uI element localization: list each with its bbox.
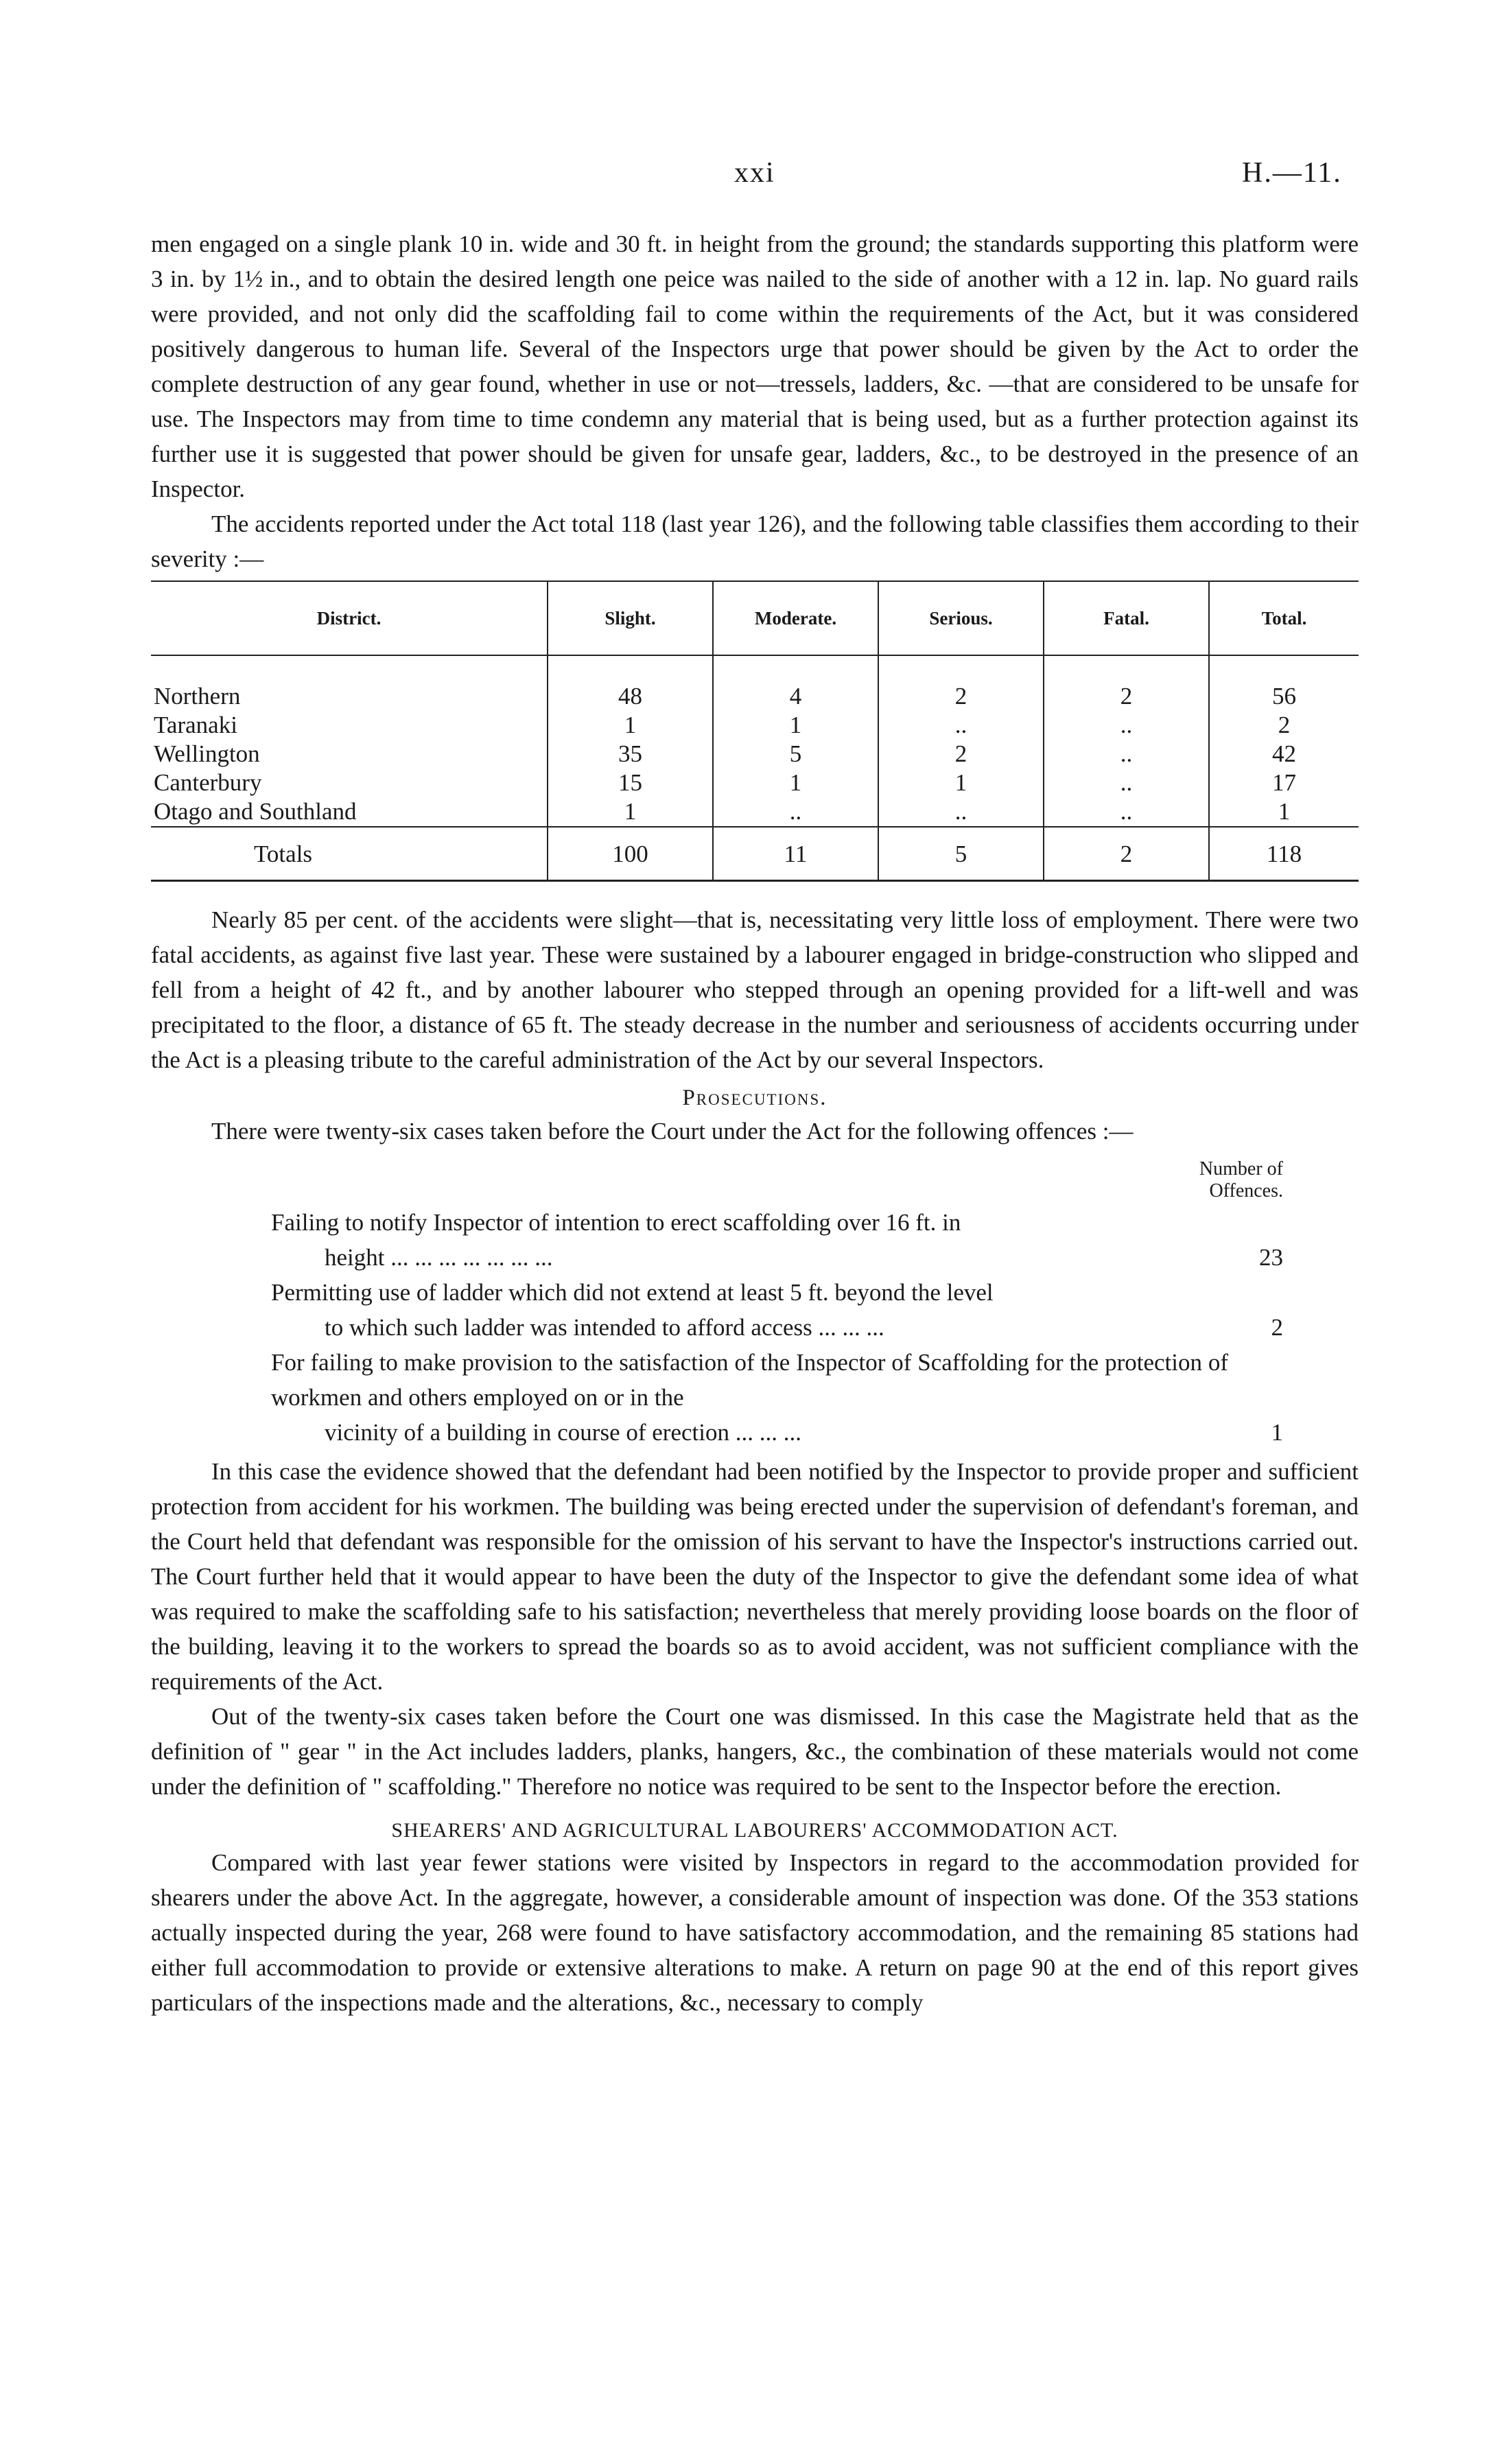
col-slight: Slight. <box>548 581 713 655</box>
cell: 2 <box>878 682 1044 711</box>
cell: 1 <box>878 768 1044 797</box>
heading-shearers-act: SHEARERS' AND AGRICULTURAL LABOURERS' ACCOMMODATION ACT. <box>391 1819 1118 1842</box>
cell: 4 <box>713 682 878 711</box>
paragraph-accidents-intro: The accidents reported under the Act total 118 (last year 126), and the following table classifies them according to their severity :— <box>151 511 1359 572</box>
offence-text-cont: to which such ladder was intended to afford access ... ... ... <box>325 1314 884 1341</box>
cell: 1 <box>713 711 878 740</box>
cell: 5 <box>878 829 1044 881</box>
offence-count: 23 <box>1259 1244 1283 1271</box>
paragraph-scaffolding: men engaged on a single plank 10 in. wide and 30 ft. in height from the ground; the standards supporting this platform were 3 in. by 1½ in., and to obtain the desired length one peice was nailed to the side of another with a 12 in. lap. No guard rails were provided, and not only did the scaffolding fail to come within the requirements of the Act, but it was considered positively dangerous to human life. Several of the Inspectors urge that power should be given by the Act to order the complete destruction of any gear found, whether in use or not—tressels, ladders, &c. —that are considered to be unsafe for use. The Inspectors may from time to time condemn any material that is being used, but as a further protection against its further use it is suggested that power should be given for unsafe gear, ladders, &c., to be destroyed in the presence of an Inspector. <box>151 231 1359 502</box>
cell: 2 <box>1044 829 1209 881</box>
table-row <box>151 768 1359 797</box>
cell: .. <box>1044 711 1209 740</box>
col-serious: Serious. <box>878 581 1044 655</box>
cell: 1 <box>548 711 713 740</box>
offence-text-cont: height ... ... ... ... ... ... ... <box>325 1244 553 1271</box>
totals-label: Totals <box>151 829 548 881</box>
cell: 118 <box>1266 841 1302 867</box>
cell: 2 <box>1278 712 1291 738</box>
offences-header-line: Number of <box>1199 1158 1283 1180</box>
cell: 48 <box>548 682 713 711</box>
district-cell: Taranaki <box>151 711 548 740</box>
col-moderate: Moderate. <box>713 581 878 655</box>
table-row <box>151 797 1359 827</box>
district-cell: Canterbury <box>151 768 548 797</box>
cell: .. <box>1044 768 1209 797</box>
offence-count: 1 <box>1271 1419 1283 1446</box>
paragraph-shearers: Compared with last year fewer stations were visited by Inspectors in regard to the accommodation provided for shearers under the above Act. In the aggregate, however, a considerable amount of inspection was done. Of the 353 stations actually inspected during the year, 268 were found to have satisfactory accommodation, and the remaining 85 stations had either full accommodation to provide or extensive alterations to make. A return on page 90 at the end of this report gives particulars of the inspections made and the alterations, &c., necessary to comply <box>151 1849 1359 2016</box>
cell: 15 <box>548 768 713 797</box>
district-cell: Wellington <box>151 740 548 768</box>
heading-prosecutions: Prosecutions. <box>682 1086 827 1110</box>
cell: 56 <box>1272 683 1296 709</box>
offence-count: 2 <box>1271 1314 1283 1341</box>
offence-text: For failing to make provision to the satisfaction of the Inspector of Scaffolding for the protection of workmen and others employed on or in the <box>271 1349 1228 1411</box>
cell: 5 <box>713 740 878 768</box>
cell: 1 <box>713 768 878 797</box>
accidents-table <box>151 580 1359 902</box>
district-cell: Northern <box>151 682 548 711</box>
offence-item <box>151 1205 1359 1275</box>
table-header-row <box>151 581 1359 655</box>
table-row <box>151 711 1359 740</box>
col-district: District. <box>151 581 548 655</box>
cell: 100 <box>548 829 713 881</box>
cell: .. <box>713 797 878 827</box>
offence-text-cont: vicinity of a building in course of erection ... ... ... <box>325 1419 801 1446</box>
cell: 2 <box>878 740 1044 768</box>
totals-row <box>151 829 1359 881</box>
paragraph-accident-summary: Nearly 85 per cent. of the accidents were slight—that is, necessitating very little loss of employment. There were two fatal accidents, as against five last year. These were sustained by a labourer engaged in bridge-construction who slipped and fell from a height of 42 ft., and by another labourer who stepped through an opening provided for a lift-well and was precipitated to the floor, a distance of 65 ft. The steady decrease in the number and seriousness of accidents occurring under the Act is a pleasing tribute to the careful administration of the Act by our several Inspectors. <box>151 906 1359 1073</box>
table-row <box>151 682 1359 711</box>
cell: 35 <box>548 740 713 768</box>
cell: 17 <box>1272 769 1296 796</box>
offences-column-header <box>151 1158 1283 1202</box>
cell: 11 <box>713 829 878 881</box>
offence-text: Failing to notify Inspector of intention to erect scaffolding over 16 ft. in <box>271 1209 961 1236</box>
cell: 2 <box>1044 682 1209 711</box>
district-cell: Otago and Southland <box>151 797 548 827</box>
cell: 1 <box>548 797 713 827</box>
paragraph-case-dismissed: Out of the twenty-six cases taken before the Court one was dismissed. In this case the Magistrate held that as the definition of " gear " in the Act includes ladders, planks, hangers, &c., the combination of these materials would not come under the definition of " scaffolding." Therefore no notice was required to be sent to the Inspector before the erection. <box>151 1703 1359 1800</box>
cell: .. <box>878 711 1044 740</box>
cell: .. <box>1044 797 1209 827</box>
col-total: Total. <box>1209 581 1359 655</box>
paragraph-prosecutions-intro: There were twenty-six cases taken before the Court under the Act for the following offences :— <box>211 1118 1134 1145</box>
cell: 42 <box>1272 740 1296 767</box>
cell: 1 <box>1278 798 1291 825</box>
offence-text: Permitting use of ladder which did not extend at least 5 ft. beyond the level <box>271 1279 994 1306</box>
page-number: xxi <box>734 157 775 189</box>
paragraph-case-evidence: In this case the evidence showed that the defendant had been notified by the Inspector to provide proper and sufficient protection from accident for his workmen. The building was being erected under the supervision of defendant's foreman, and the Court held that defendant was responsible for the omission of his servant to have the Inspector's instructions carried out. The Court further held that it would appear to have been the duty of the Inspector to give the defendant some idea of what was required to make the scaffolding safe to his satisfaction; nevertheless that merely providing loose boards on the floor of the building, leaving it to the workers to spread the boards so as to avoid accident, was not sufficient compliance with the requirements of the Act. <box>151 1458 1359 1695</box>
offences-header-line: Offences. <box>1209 1180 1283 1201</box>
cell: .. <box>1044 740 1209 768</box>
offence-item <box>151 1275 1359 1345</box>
col-fatal: Fatal. <box>1044 581 1209 655</box>
offence-item <box>151 1345 1359 1450</box>
cell: .. <box>878 797 1044 827</box>
page-body <box>151 226 1359 2020</box>
document-reference: H.—11. <box>1242 157 1342 189</box>
table-row <box>151 740 1359 768</box>
